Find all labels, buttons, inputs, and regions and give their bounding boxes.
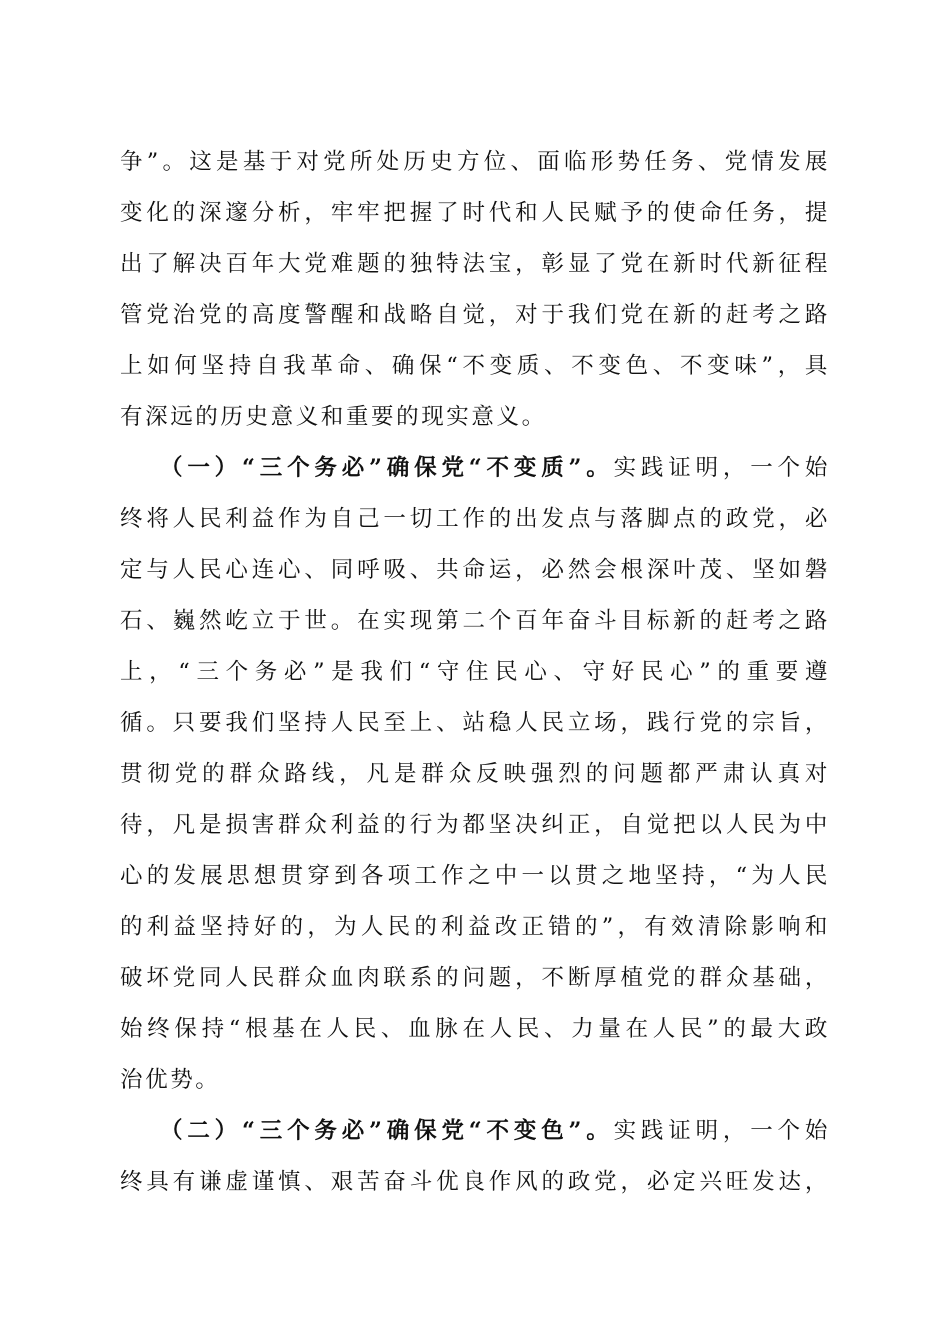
paragraph-line: 心的发展思想贯穿到各项工作之中一以贯之地坚持，“为人民 bbox=[120, 863, 830, 889]
paragraph-line: 终将人民利益作为自己一切工作的出发点与落脚点的政党，必 bbox=[120, 506, 830, 532]
paragraph-line: 破坏党同人民群众血肉联系的问题，不断厚植党的群众基础， bbox=[120, 965, 830, 991]
paragraph-line: 出了解决百年大党难题的独特法宝，彰显了党在新时代新征程 bbox=[120, 251, 830, 277]
paragraph-line: 的利益坚持好的，为人民的利益改正错的”，有效清除影响和 bbox=[120, 914, 830, 940]
paragraph-line: 上，“三个务必”是我们“守住民心、守好民心”的重要遵 bbox=[120, 659, 830, 685]
paragraph-line: 石、巍然屹立于世。在实现第二个百年奋斗目标新的赶考之路 bbox=[120, 608, 830, 634]
paragraph-line: 管党治党的高度警醒和战略自觉，对于我们党在新的赶考之路 bbox=[120, 302, 830, 328]
section-heading-line bbox=[120, 453, 830, 483]
section-heading: （一）“三个务必”确保党“不变质”。 bbox=[160, 455, 614, 481]
paragraph-line: 待，凡是损害群众利益的行为都坚决纠正，自觉把以人民为中 bbox=[120, 812, 830, 838]
paragraph-line: 争”。这是基于对党所处历史方位、面临形势任务、党情发展 bbox=[120, 149, 830, 175]
paragraph-line: 始终保持“根基在人民、血脉在人民、力量在人民”的最大政 bbox=[120, 1016, 830, 1042]
paragraph-line: 终具有谦虚谨慎、艰苦奋斗优良作风的政党，必定兴旺发达， bbox=[120, 1169, 830, 1195]
section-heading-line bbox=[120, 1116, 830, 1146]
paragraph-line: 变化的深邃分析，牢牢把握了时代和人民赋予的使命任务，提 bbox=[120, 200, 830, 226]
paragraph-line: 定与人民心连心、同呼吸、共命运，必然会根深叶茂、坚如磐 bbox=[120, 557, 830, 583]
paragraph-line: 上如何坚持自我革命、确保“不变质、不变色、不变味”，具 bbox=[120, 353, 830, 379]
paragraph-text: 实践证明，一个始 bbox=[613, 1118, 830, 1144]
paragraph-line: 贯彻党的群众路线，凡是群众反映强烈的问题都严肃认真对 bbox=[120, 761, 830, 787]
paragraph-line: 有深远的历史意义和重要的现实意义。 bbox=[120, 404, 547, 430]
paragraph-line: 循。只要我们坚持人民至上、站稳人民立场，践行党的宗旨， bbox=[120, 710, 830, 736]
section-heading: （二）“三个务必”确保党“不变色”。 bbox=[160, 1118, 614, 1144]
paragraph-text: 实践证明，一个始 bbox=[613, 455, 830, 481]
paragraph-line: 治优势。 bbox=[120, 1067, 221, 1093]
